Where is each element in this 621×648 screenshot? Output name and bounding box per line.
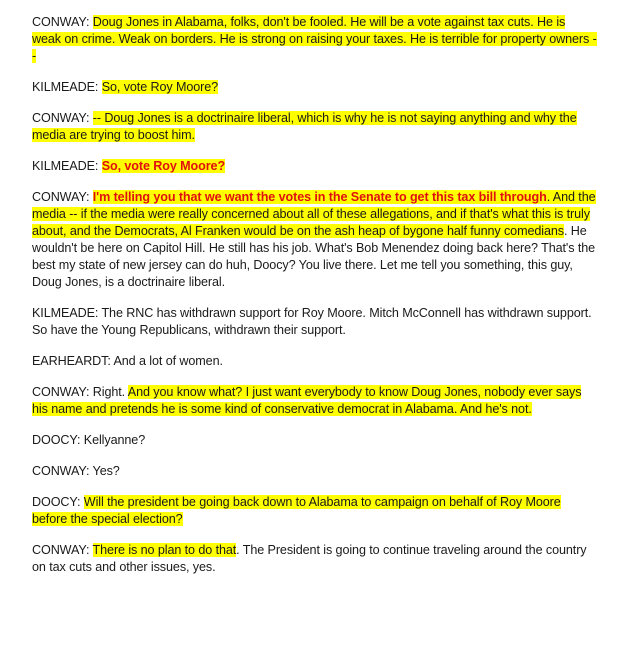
transcript-paragraph xyxy=(32,158,597,175)
transcript-paragraph xyxy=(32,432,597,449)
transcript-paragraph xyxy=(32,14,597,65)
highlighted-text-segment: . And the media -- if the media were really concerned about all of these allegations, and if that's what this is truly about, and the Democrats, Al Franken would be on the ash heap of bygone half funny comedians xyxy=(32,190,596,238)
transcript-paragraph xyxy=(32,305,597,339)
text-segment: CONWAY: xyxy=(32,543,93,557)
highlighted-text-segment: So, vote Roy Moore? xyxy=(101,159,226,173)
transcript-document xyxy=(32,14,597,590)
text-segment: CONWAY: Yes? xyxy=(32,464,120,478)
transcript-paragraph xyxy=(32,494,597,528)
highlighted-text-segment: I'm telling you that we want the votes in the Senate to get this tax bill through xyxy=(92,190,547,204)
transcript-paragraph xyxy=(32,79,597,96)
text-segment: CONWAY: Right. xyxy=(32,385,128,399)
text-segment: . The President is going to continue traveling around the country on tax cuts and other issues, yes. xyxy=(32,543,587,574)
text-segment: KILMEADE: xyxy=(32,80,102,94)
highlighted-text-segment: And you know what? I just want everybody to know Doug Jones, nobody ever says his name and pretends he is some kind of conservative democrat in Alabama. And he's not. xyxy=(32,385,582,416)
text-segment: CONWAY: xyxy=(32,111,93,125)
transcript-paragraph xyxy=(32,110,597,144)
text-segment: EARHEARDT: And a lot of women. xyxy=(32,354,223,368)
text-segment: . He wouldn't be here on Capitol Hill. He still has his job. What's Bob Menendez doing back here? That's the best my state of new jersey can do huh, Doocy? You live there. Let me tell you something, this guy, Doug Jones, is a doctrinaire liberal. xyxy=(32,224,596,289)
highlighted-text-segment: So, vote Roy Moore? xyxy=(101,80,219,94)
transcript-paragraph xyxy=(32,189,597,291)
highlighted-text-segment: -- Doug Jones is a doctrinaire liberal, which is why he is not saying anything and why the media are trying to boost him. xyxy=(32,111,577,142)
text-segment: CONWAY: xyxy=(32,15,93,29)
transcript-paragraph xyxy=(32,463,597,480)
transcript-paragraph xyxy=(32,542,597,576)
text-segment: KILMEADE: xyxy=(32,159,102,173)
text-segment: DOOCY: xyxy=(32,495,84,509)
highlighted-text-segment: Doug Jones in Alabama, folks, don't be fooled. He will be a vote against tax cuts. He is weak on crime. Weak on borders. He is strong on raising your taxes. He is terrible for property owners -- xyxy=(32,15,597,63)
highlighted-text-segment: Will the president be going back down to Alabama to campaign on behalf of Roy Moore before the special election? xyxy=(32,495,561,526)
transcript-paragraph xyxy=(32,353,597,370)
highlighted-text-segment: There is no plan to do that xyxy=(92,543,237,557)
text-segment: CONWAY: xyxy=(32,190,93,204)
text-segment: DOOCY: Kellyanne? xyxy=(32,433,146,447)
transcript-paragraph xyxy=(32,384,597,418)
text-segment: KILMEADE: The RNC has withdrawn support for Roy Moore. Mitch McConnell has withdrawn support. So have the Young Republicans, withdrawn their support. xyxy=(32,306,592,337)
